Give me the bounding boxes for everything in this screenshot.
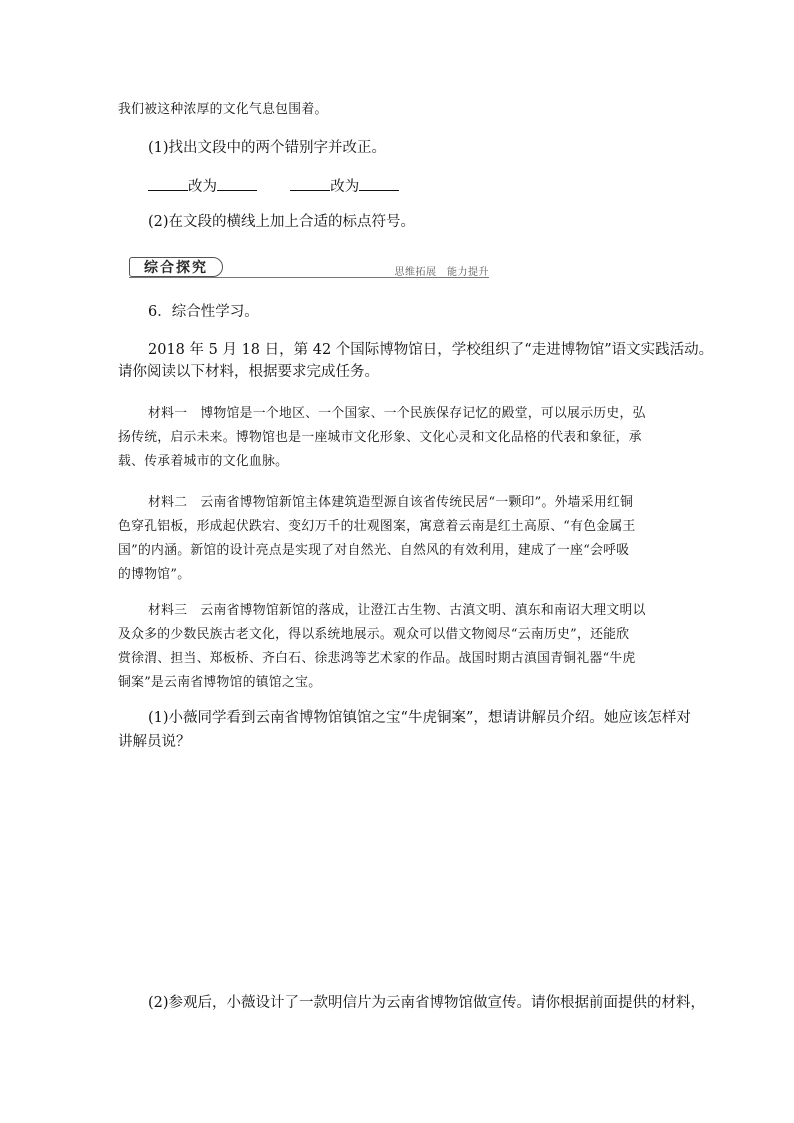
material-2-line-4: 的博物馆”。 xyxy=(118,567,191,582)
material-1-line-1: 材料一 博物馆是一个地区、一个国家、一个民族保存记忆的殿堂，可以展示历史，弘 xyxy=(148,406,646,421)
answer-blank[interactable] xyxy=(217,176,257,191)
task-intro-2: 请你阅读以下材料，根据要求完成任务。 xyxy=(118,364,379,380)
material-1-line-3: 载、传承着城市的文化血脉。 xyxy=(118,454,289,469)
question-1-line-2: 讲解员说？ xyxy=(118,734,191,750)
question-find-typos: (1)找出文段中的两个错别字并改正。 xyxy=(148,140,387,156)
section-header xyxy=(129,257,489,279)
question-1-line-1: (1)小薇同学看到云南省博物馆镇馆之宝“牛虎铜案”，想请讲解员介绍。她应该怎样对 xyxy=(148,710,691,726)
task-heading: 6．综合性学习。 xyxy=(148,304,259,320)
replace-label-1: 改为 xyxy=(188,179,217,195)
material-3-line-1: 材料三 云南省博物馆新馆的落成，让澄江古生物、古滇文明、滇东和南诏大理文明以 xyxy=(148,603,646,618)
material-3-line-3: 赏徐渭、担当、郑板桥、齐白石、徐悲鸿等艺术家的作品。战国时期古滇国青铜礼器“牛虎 xyxy=(118,651,636,666)
material-3-line-4: 铜案”是云南省博物馆的镇馆之宝。 xyxy=(118,675,322,690)
question-2-line-1: (2)参观后，小薇设计了一款明信片为云南省博物馆做宣传。请你根据前面提供的材料， xyxy=(148,995,706,1011)
text-line-1: 我们被这种浓厚的文化气息包围着。 xyxy=(118,102,328,117)
answer-blank[interactable] xyxy=(148,176,188,191)
material-2-line-3: 国”的内涵。新馆的设计亮点是实现了对自然光、自然风的有效利用，建成了一座“会呼吸 xyxy=(118,543,630,558)
answer-blanks-row xyxy=(148,176,399,197)
material-1-line-2: 扬传统，启示未来。博物馆也是一座城市文化形象、文化心灵和文化品格的代表和象征，承 xyxy=(118,430,642,445)
material-3-line-2: 及众多的少数民族古老文化，得以系统地展示。观众可以借文物阅尽“云南历史”，还能欣 xyxy=(118,627,630,642)
question-punctuation: (2)在文段的横线上加上合适的标点符号。 xyxy=(148,214,416,230)
answer-blank[interactable] xyxy=(359,176,399,191)
section-title: 综合探究 xyxy=(129,257,223,277)
material-2-line-2: 色穿孔铝板，形成起伏跌宕、变幻万千的壮观图案，寓意着云南是红土高原、“有色金属王 xyxy=(118,519,636,534)
section-tagline: 思维拓展 能力提升 xyxy=(394,267,489,278)
answer-blank[interactable] xyxy=(290,176,330,191)
material-2-line-1: 材料二 云南省博物馆新馆主体建筑造型源自该省传统民居“一颗印”。外墙采用红铜 xyxy=(148,495,634,510)
replace-label-2: 改为 xyxy=(330,179,360,195)
task-intro-1: 2018 年 5 月 18 日，第 42 个国际博物馆日，学校组织了“走进博物馆”语文实践活动。 xyxy=(148,342,714,358)
